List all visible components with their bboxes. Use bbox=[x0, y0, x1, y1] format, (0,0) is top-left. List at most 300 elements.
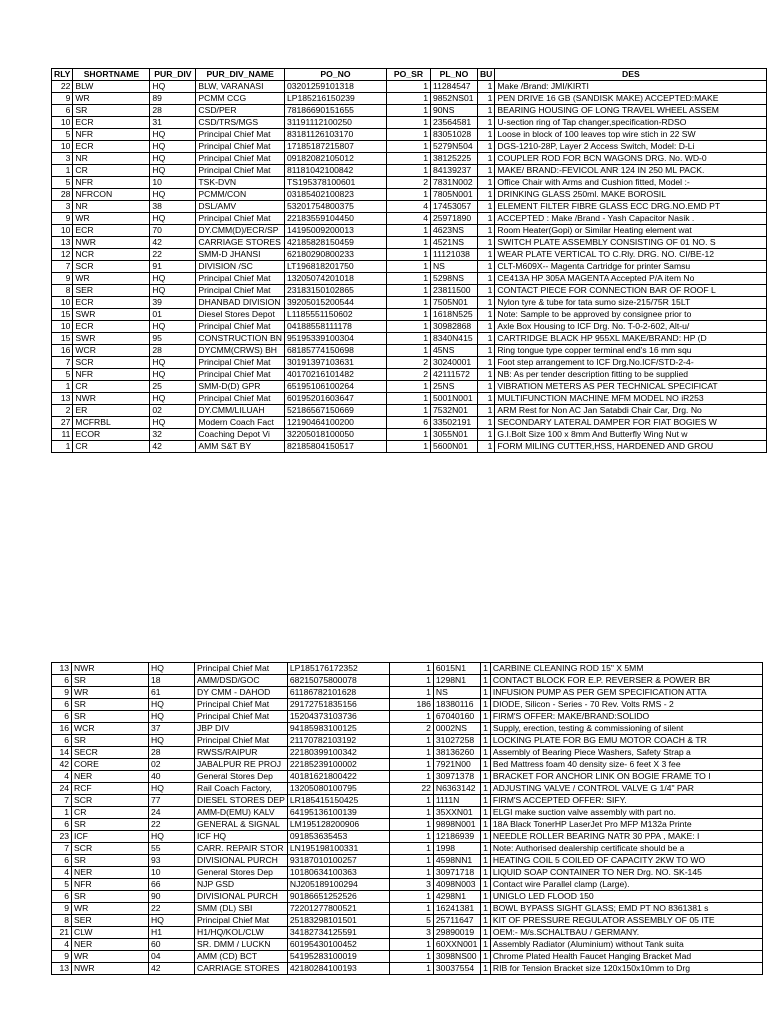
cell-po-sr: 1 bbox=[386, 105, 430, 117]
table-row bbox=[52, 237, 767, 249]
cell-shortname: WR bbox=[73, 213, 150, 225]
cell-des: U-section ring of Tap changer,specification-RDSO bbox=[495, 117, 767, 129]
table-row bbox=[52, 963, 763, 975]
cell-pur-div: 70 bbox=[150, 225, 196, 237]
cell-pur-div: 28 bbox=[149, 747, 195, 759]
cell-pl-no: 4598NN1 bbox=[433, 855, 480, 867]
cell-po-no: 03185402100823 bbox=[284, 189, 386, 201]
cell-shortname: SCR bbox=[73, 357, 150, 369]
cell-pur-div-name: Principal Chief Mat bbox=[196, 213, 285, 225]
table-row bbox=[52, 249, 767, 261]
cell-bu: 1 bbox=[480, 675, 490, 687]
cell-po-sr: 1 bbox=[389, 855, 433, 867]
cell-po-sr: 1 bbox=[386, 393, 430, 405]
cell-shortname: CR bbox=[73, 165, 150, 177]
cell-des: ACCEPTED : Make /Brand - Yash Capacitor Nasik . bbox=[495, 213, 767, 225]
cell-pur-div-name: NJP GSD bbox=[195, 879, 288, 891]
cell-bu: 1 bbox=[480, 831, 490, 843]
cell-pl-no: 9852NS01 bbox=[430, 93, 477, 105]
cell-pur-div-name: H1/HQ/KOL/CLW bbox=[195, 927, 288, 939]
cell-po-sr: 1 bbox=[386, 129, 430, 141]
cell-po-no: LP185216150239 bbox=[284, 93, 386, 105]
cell-pur-div: 60 bbox=[149, 939, 195, 951]
cell-po-no: LN195198100331 bbox=[287, 843, 389, 855]
cell-pur-div: HQ bbox=[149, 735, 195, 747]
cell-pl-no: NS bbox=[433, 687, 480, 699]
cell-pl-no: 30240001 bbox=[430, 357, 477, 369]
cell-po-sr: 1 bbox=[389, 663, 433, 675]
table-row bbox=[52, 129, 767, 141]
cell-po-no: 15204373103736 bbox=[287, 711, 389, 723]
cell-po-no: 94185983100125 bbox=[287, 723, 389, 735]
cell-pl-no: 25971890 bbox=[430, 213, 477, 225]
cell-rly: 5 bbox=[52, 879, 72, 891]
cell-des: Ring tongue type copper terminal end's 16 mm squ bbox=[495, 345, 767, 357]
cell-pl-no: 5279N504 bbox=[430, 141, 477, 153]
cell-rly: 13 bbox=[52, 663, 72, 675]
cell-pur-div-name: DY.CMM(D)/ECR/SP bbox=[196, 225, 285, 237]
cell-des: Room Heater(Gopi) or Similar Heating element wat bbox=[495, 225, 767, 237]
cell-pur-div: 93 bbox=[149, 855, 195, 867]
header-rly: RLY bbox=[52, 69, 73, 81]
cell-pl-no: 38136260 bbox=[433, 747, 480, 759]
cell-des: G.I.Bolt Size 100 x 8mm And Butterfly Wing Nut w bbox=[495, 429, 767, 441]
cell-shortname: SR bbox=[72, 855, 149, 867]
table-row bbox=[52, 663, 763, 675]
cell-rly: 6 bbox=[52, 855, 72, 867]
table-row bbox=[52, 225, 767, 237]
cell-pur-div: 42 bbox=[150, 441, 196, 453]
cell-po-no: 30191397103631 bbox=[284, 357, 386, 369]
cell-des: KIT OF PRESSURE REGULATOR ASSEMBLY OF 05 ITE bbox=[490, 915, 762, 927]
cell-des: Chrome Plated Health Faucet Hanging Bracket Mad bbox=[490, 951, 762, 963]
table-row bbox=[52, 405, 767, 417]
cell-po-sr: 1 bbox=[386, 381, 430, 393]
cell-rly: 5 bbox=[52, 177, 73, 189]
cell-po-no: 64195136100139 bbox=[287, 807, 389, 819]
cell-des: INFUSION PUMP AS PER GEM SPECIFICATION ATTA bbox=[490, 687, 762, 699]
cell-po-no: 83181126103170 bbox=[284, 129, 386, 141]
header-shortname: SHORTNAME bbox=[73, 69, 150, 81]
cell-pur-div-name: Principal Chief Mat bbox=[196, 393, 285, 405]
cell-po-sr: 1 bbox=[386, 237, 430, 249]
cell-des: OEM:- M/s.SCHALTBAU / GERMANY. bbox=[490, 927, 762, 939]
cell-bu: 1 bbox=[477, 141, 494, 153]
cell-pur-div-name: DYCMM(CRWS) BH bbox=[196, 345, 285, 357]
cell-bu: 1 bbox=[477, 333, 494, 345]
cell-pur-div: HQ bbox=[149, 831, 195, 843]
cell-po-no: 22183559104450 bbox=[284, 213, 386, 225]
cell-pur-div: HQ bbox=[149, 711, 195, 723]
cell-rly: 1 bbox=[52, 165, 73, 177]
cell-bu: 1 bbox=[480, 759, 490, 771]
cell-rly: 6 bbox=[52, 711, 72, 723]
cell-po-sr: 1 bbox=[389, 951, 433, 963]
cell-pur-div: 55 bbox=[149, 843, 195, 855]
cell-po-no: LP185176172352 bbox=[287, 663, 389, 675]
cell-pur-div-name: SR. DMM / LUCKN bbox=[195, 939, 288, 951]
cell-rly: 1 bbox=[52, 381, 73, 393]
cell-po-sr: 1 bbox=[389, 771, 433, 783]
table-row bbox=[52, 903, 763, 915]
cell-rly: 13 bbox=[52, 963, 72, 975]
cell-pur-div-name: SMM (DL) SBI bbox=[195, 903, 288, 915]
cell-bu: 1 bbox=[477, 93, 494, 105]
cell-bu: 1 bbox=[480, 771, 490, 783]
cell-pur-div: HQ bbox=[150, 417, 196, 429]
cell-rly: 16 bbox=[52, 723, 72, 735]
cell-pur-div: 31 bbox=[150, 117, 196, 129]
cell-shortname: NWR bbox=[73, 237, 150, 249]
cell-des: Assembly Radiator (Aluminium) without Tank suita bbox=[490, 939, 762, 951]
cell-rly: 4 bbox=[52, 939, 72, 951]
cell-des: BEARING HOUSING OF LONG TRAVEL WHEEL ASSEM bbox=[495, 105, 767, 117]
cell-pur-div-name: SMM-D(D) GPR bbox=[196, 381, 285, 393]
table-body-upper bbox=[52, 81, 767, 453]
cell-pur-div-name: DY CMM - DAHOD bbox=[195, 687, 288, 699]
cell-shortname: SR bbox=[72, 711, 149, 723]
cell-pur-div-name: CSD/PER bbox=[196, 105, 285, 117]
table-row bbox=[52, 333, 767, 345]
cell-po-sr: 1 bbox=[386, 441, 430, 453]
cell-shortname: WR bbox=[73, 93, 150, 105]
cell-po-no: 42185828150459 bbox=[284, 237, 386, 249]
cell-rly: 21 bbox=[52, 927, 72, 939]
table-row bbox=[52, 759, 763, 771]
cell-po-no: 32205018100050 bbox=[284, 429, 386, 441]
cell-pur-div-name: Diesel Stores Depot bbox=[196, 309, 285, 321]
cell-shortname: NWR bbox=[72, 963, 149, 975]
cell-des: 18A Black TonerHP LaserJet Pro MFP M132a Printe bbox=[490, 819, 762, 831]
cell-shortname: NFR bbox=[72, 879, 149, 891]
cell-shortname: BLW bbox=[73, 81, 150, 93]
cell-po-sr: 1 bbox=[389, 963, 433, 975]
cell-shortname: SR bbox=[72, 735, 149, 747]
cell-shortname: SECR bbox=[72, 747, 149, 759]
cell-shortname: NR bbox=[73, 201, 150, 213]
cell-po-sr: 1 bbox=[386, 249, 430, 261]
table-row bbox=[52, 201, 767, 213]
cell-des: BRACKET FOR ANCHOR LINK ON BOGIE FRAME TO I bbox=[490, 771, 762, 783]
cell-pur-div-name: AMM (CD) BCT bbox=[195, 951, 288, 963]
cell-po-no: 42180284100193 bbox=[287, 963, 389, 975]
cell-po-sr: 1 bbox=[386, 165, 430, 177]
cell-pur-div-name: Principal Chief Mat bbox=[195, 915, 288, 927]
cell-shortname: ICF bbox=[72, 831, 149, 843]
cell-pur-div-name: CONSTRUCTION BN bbox=[196, 333, 285, 345]
cell-pur-div: 95 bbox=[150, 333, 196, 345]
cell-pur-div: HQ bbox=[150, 153, 196, 165]
cell-des: SECONDARY LATERAL DAMPER FOR FIAT BOGIES W bbox=[495, 417, 767, 429]
table-row bbox=[52, 117, 767, 129]
table-row bbox=[52, 321, 767, 333]
cell-shortname: ER bbox=[73, 405, 150, 417]
cell-pur-div-name: JABALPUR RE PROJ bbox=[195, 759, 288, 771]
cell-shortname: SR bbox=[72, 699, 149, 711]
table-body-lower bbox=[52, 663, 763, 975]
cell-rly: 5 bbox=[52, 369, 73, 381]
cell-rly: 27 bbox=[52, 417, 73, 429]
cell-shortname: SR bbox=[72, 891, 149, 903]
cell-shortname: NFR bbox=[73, 177, 150, 189]
cell-bu: 1 bbox=[477, 429, 494, 441]
cell-po-no: 04188558111178 bbox=[284, 321, 386, 333]
cell-pur-div: 39 bbox=[150, 297, 196, 309]
cell-po-no: 52186567150669 bbox=[284, 405, 386, 417]
cell-pur-div: 28 bbox=[150, 105, 196, 117]
cell-des: UNIGLO LED FLOOD 150 bbox=[490, 891, 762, 903]
cell-bu: 1 bbox=[477, 273, 494, 285]
cell-shortname: ECR bbox=[73, 297, 150, 309]
cell-bu: 1 bbox=[477, 153, 494, 165]
cell-po-sr: 22 bbox=[389, 783, 433, 795]
cell-bu: 1 bbox=[477, 201, 494, 213]
cell-rly: 11 bbox=[52, 429, 73, 441]
cell-pur-div-name: Principal Chief Mat bbox=[196, 321, 285, 333]
table-row bbox=[52, 735, 763, 747]
cell-pur-div-name: Coaching Depot Vi bbox=[196, 429, 285, 441]
cell-rly: 23 bbox=[52, 831, 72, 843]
table-row bbox=[52, 417, 767, 429]
cell-rly: 1 bbox=[52, 807, 72, 819]
cell-po-sr: 2 bbox=[389, 723, 433, 735]
cell-po-no: 53201754800375 bbox=[284, 201, 386, 213]
cell-shortname: SR bbox=[72, 819, 149, 831]
cell-pur-div-name: AMM-D(EMU) KALV bbox=[195, 807, 288, 819]
cell-po-sr: 1 bbox=[386, 321, 430, 333]
cell-pur-div: HQ bbox=[150, 129, 196, 141]
cell-rly: 4 bbox=[52, 867, 72, 879]
cell-rly: 8 bbox=[52, 915, 72, 927]
cell-rly: 7 bbox=[52, 261, 73, 273]
cell-bu: 1 bbox=[480, 795, 490, 807]
cell-rly: 7 bbox=[52, 795, 72, 807]
table-row bbox=[52, 273, 767, 285]
cell-po-no: 39205015200544 bbox=[284, 297, 386, 309]
cell-des: Office Chair with Arms and Cushion fitted, Model :- bbox=[495, 177, 767, 189]
header-row bbox=[52, 69, 767, 81]
cell-pl-no: 12186939 bbox=[433, 831, 480, 843]
cell-pl-no: 16241381 bbox=[433, 903, 480, 915]
cell-po-no: 61186782101628 bbox=[287, 687, 389, 699]
cell-pur-div-name: CSD/TRS/MGS bbox=[196, 117, 285, 129]
cell-pur-div-name: DIVISIONAL PURCH bbox=[195, 855, 288, 867]
cell-pur-div-name: Principal Chief Mat bbox=[196, 273, 285, 285]
cell-rly: 3 bbox=[52, 201, 73, 213]
cell-po-no: 40170216101482 bbox=[284, 369, 386, 381]
table-row bbox=[52, 723, 763, 735]
cell-shortname: SCR bbox=[72, 795, 149, 807]
cell-rly: 5 bbox=[52, 129, 73, 141]
cell-shortname: SWR bbox=[73, 309, 150, 321]
cell-pur-div-name: Principal Chief Mat bbox=[196, 153, 285, 165]
cell-bu: 1 bbox=[477, 357, 494, 369]
cell-pur-div-name: Principal Chief Mat bbox=[196, 357, 285, 369]
cell-shortname: WR bbox=[73, 273, 150, 285]
cell-po-no: 34182734125591 bbox=[287, 927, 389, 939]
table-row bbox=[52, 795, 763, 807]
cell-bu: 1 bbox=[480, 783, 490, 795]
cell-shortname: SER bbox=[72, 915, 149, 927]
cell-bu: 1 bbox=[477, 393, 494, 405]
cell-shortname: NWR bbox=[72, 663, 149, 675]
cell-pur-div: HQ bbox=[150, 141, 196, 153]
cell-po-no: 10180634100363 bbox=[287, 867, 389, 879]
cell-pl-no: 33502191 bbox=[430, 417, 477, 429]
cell-pl-no: 38125225 bbox=[430, 153, 477, 165]
cell-des: DGS-1210-28P, Layer 2 Access Switch, Model: D-Li bbox=[495, 141, 767, 153]
cell-pur-div-name: ICF HQ bbox=[195, 831, 288, 843]
cell-shortname: NER bbox=[72, 771, 149, 783]
cell-des: CONTACT PIECE FOR CONNECTION BAR OF ROOF L bbox=[495, 285, 767, 297]
cell-pur-div: 77 bbox=[149, 795, 195, 807]
cell-po-sr: 1 bbox=[389, 891, 433, 903]
cell-shortname: SER bbox=[73, 285, 150, 297]
cell-pl-no: 25NS bbox=[430, 381, 477, 393]
cell-des: VIBRATION METERS AS PER TECHNICAL SPECIFICAT bbox=[495, 381, 767, 393]
cell-pur-div-name: Principal Chief Mat bbox=[196, 141, 285, 153]
cell-pl-no: 3055N01 bbox=[430, 429, 477, 441]
cell-po-no: 78186690151655 bbox=[284, 105, 386, 117]
cell-des: Note: Sample to be approved by consignee prior to bbox=[495, 309, 767, 321]
table-row bbox=[52, 711, 763, 723]
header-pl-no: PL_NO bbox=[430, 69, 477, 81]
cell-pl-no: 25711647 bbox=[433, 915, 480, 927]
table-row bbox=[52, 807, 763, 819]
cell-pur-div-name: TSK-DVN bbox=[196, 177, 285, 189]
cell-pl-no: 4098N003 bbox=[433, 879, 480, 891]
cell-pur-div-name: PCMM/CON bbox=[196, 189, 285, 201]
cell-pur-div-name: CARRIAGE STORES bbox=[196, 237, 285, 249]
cell-pl-no: 90NS bbox=[430, 105, 477, 117]
cell-des: BOWL BYPASS SIGHT GLASS; EMD PT NO 8361381 s bbox=[490, 903, 762, 915]
cell-rly: 10 bbox=[52, 225, 73, 237]
cell-pur-div-name: GENERAL & SIGNAL bbox=[195, 819, 288, 831]
cell-shortname: NFRCON bbox=[73, 189, 150, 201]
cell-po-no: 60195201603647 bbox=[284, 393, 386, 405]
cell-pur-div-name: DHANBAD DIVISION bbox=[196, 297, 285, 309]
cell-po-sr: 1 bbox=[389, 867, 433, 879]
cell-po-no: 68185774150698 bbox=[284, 345, 386, 357]
cell-pur-div: 02 bbox=[150, 405, 196, 417]
cell-des: CARTRIDGE BLACK HP 955XL MAKE/BRAND: HP (D bbox=[495, 333, 767, 345]
table-row bbox=[52, 747, 763, 759]
cell-po-sr: 1 bbox=[386, 81, 430, 93]
cell-pl-no: 5001N001 bbox=[430, 393, 477, 405]
table-row bbox=[52, 153, 767, 165]
cell-po-no: 93187010100257 bbox=[287, 855, 389, 867]
cell-po-sr: 1 bbox=[389, 939, 433, 951]
table-row bbox=[52, 189, 767, 201]
cell-po-sr: 1 bbox=[389, 759, 433, 771]
cell-po-no: 62180290800233 bbox=[284, 249, 386, 261]
cell-po-sr: 1 bbox=[386, 297, 430, 309]
cell-po-no: LT196818201750 bbox=[284, 261, 386, 273]
cell-pl-no: 4298N1 bbox=[433, 891, 480, 903]
cell-pur-div: H1 bbox=[149, 927, 195, 939]
cell-po-sr: 3 bbox=[389, 927, 433, 939]
cell-des: Note: Authorised dealership certificate should be a bbox=[490, 843, 762, 855]
cell-pl-no: 0002NS bbox=[433, 723, 480, 735]
cell-pur-div: 10 bbox=[150, 177, 196, 189]
cell-po-no: 091853635453 bbox=[287, 831, 389, 843]
cell-des: Loose in block of 100 leaves top wire stich in 22 SW bbox=[495, 129, 767, 141]
table-row bbox=[52, 369, 767, 381]
cell-bu: 1 bbox=[480, 879, 490, 891]
cell-shortname: SR bbox=[73, 105, 150, 117]
table-row bbox=[52, 771, 763, 783]
cell-pur-div: 32 bbox=[150, 429, 196, 441]
cell-pur-div: HQ bbox=[150, 273, 196, 285]
cell-shortname: WR bbox=[72, 903, 149, 915]
cell-shortname: NFR bbox=[73, 129, 150, 141]
cell-pur-div: HQ bbox=[149, 663, 195, 675]
cell-rly: 6 bbox=[52, 105, 73, 117]
cell-pl-no: 5298NS bbox=[430, 273, 477, 285]
cell-shortname: WR bbox=[72, 687, 149, 699]
cell-po-sr: 2 bbox=[386, 369, 430, 381]
table-row bbox=[52, 285, 767, 297]
cell-bu: 1 bbox=[480, 867, 490, 879]
cell-rly: 2 bbox=[52, 405, 73, 417]
cell-po-sr: 1 bbox=[386, 189, 430, 201]
table-row bbox=[52, 891, 763, 903]
cell-pur-div-name: CARR. REPAIR STOR bbox=[195, 843, 288, 855]
cell-pur-div: HQ bbox=[150, 165, 196, 177]
cell-pur-div: 10 bbox=[149, 867, 195, 879]
cell-bu: 1 bbox=[477, 237, 494, 249]
cell-pur-div-name: AMM/DSD/GOC bbox=[195, 675, 288, 687]
table-row bbox=[52, 699, 763, 711]
cell-bu: 1 bbox=[477, 297, 494, 309]
table-row bbox=[52, 393, 767, 405]
table-row bbox=[52, 297, 767, 309]
cell-pl-no: 42111572 bbox=[430, 369, 477, 381]
po-table-lower bbox=[51, 662, 763, 975]
cell-bu: 1 bbox=[477, 189, 494, 201]
cell-pl-no: 35XXN01 bbox=[433, 807, 480, 819]
cell-des: FIRM'S OFFER: MAKE/BRAND:SOLIDO bbox=[490, 711, 762, 723]
cell-bu: 1 bbox=[480, 915, 490, 927]
cell-pur-div: HQ bbox=[149, 783, 195, 795]
cell-pl-no: 1298N1 bbox=[433, 675, 480, 687]
header-po-sr: PO_SR bbox=[386, 69, 430, 81]
cell-shortname: WCR bbox=[72, 723, 149, 735]
cell-pl-no: 84139237 bbox=[430, 165, 477, 177]
cell-des: CLT-M609X-- Magenta Cartridge for printer Samsu bbox=[495, 261, 767, 273]
cell-pl-no: N6363142 bbox=[433, 783, 480, 795]
cell-pl-no: 8340N415 bbox=[430, 333, 477, 345]
cell-des: NB: As per tender description fitting to be supplied bbox=[495, 369, 767, 381]
cell-bu: 1 bbox=[477, 213, 494, 225]
cell-pur-div: 90 bbox=[149, 891, 195, 903]
cell-po-no: 17185187215807 bbox=[284, 141, 386, 153]
cell-des: LIQUID SOAP CONTAINER TO NER Drg. NO. SK-145 bbox=[490, 867, 762, 879]
cell-pur-div-name: Principal Chief Mat bbox=[195, 663, 288, 675]
cell-bu: 1 bbox=[477, 417, 494, 429]
cell-rly: 4 bbox=[52, 771, 72, 783]
table-row bbox=[52, 819, 763, 831]
table-row bbox=[52, 867, 763, 879]
cell-bu: 1 bbox=[480, 927, 490, 939]
table-row bbox=[52, 81, 767, 93]
cell-des: FIRM'S ACCEPTED OFFER: SIFY. bbox=[490, 795, 762, 807]
cell-des: RIB for Tension Bracket size 120x150x10mm to Drg bbox=[490, 963, 762, 975]
cell-po-sr: 1 bbox=[389, 831, 433, 843]
cell-rly: 9 bbox=[52, 93, 73, 105]
cell-po-sr: 1 bbox=[386, 117, 430, 129]
cell-rly: 6 bbox=[52, 675, 72, 687]
